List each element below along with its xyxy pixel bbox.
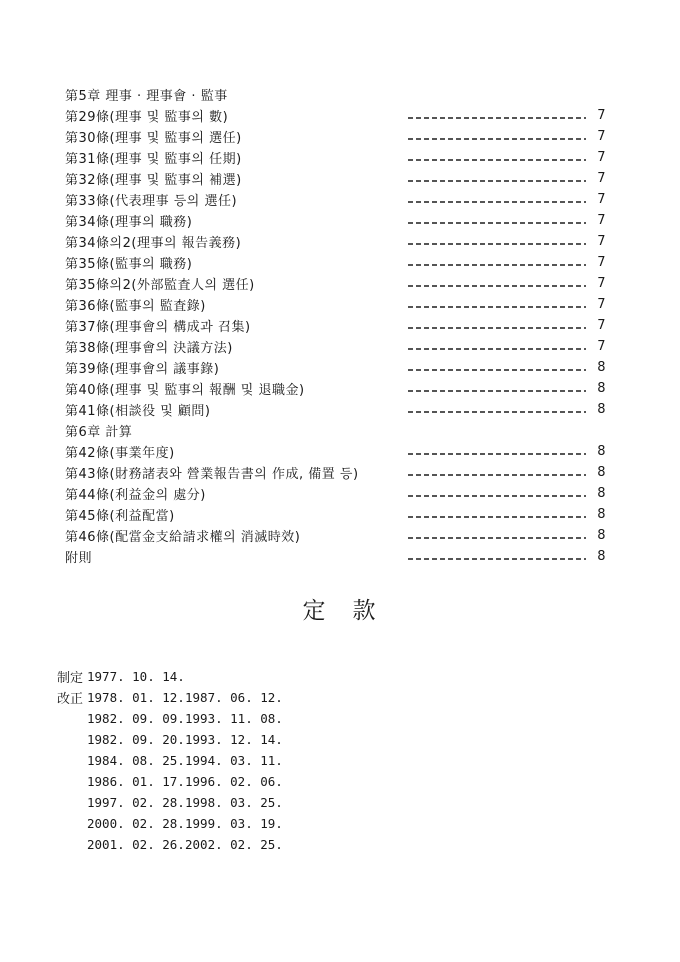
toc-page-number: 7 xyxy=(597,318,606,333)
revision-date-col1: 2001. 02. 26. xyxy=(87,837,185,852)
toc-entry-label: 第5章 理事 · 理事會 · 監事 xyxy=(65,89,228,104)
dash-leader-line xyxy=(408,201,586,203)
toc-chapter-heading xyxy=(65,420,606,441)
toc-page-number: 7 xyxy=(597,192,606,207)
revision-row xyxy=(57,813,283,834)
revision-history xyxy=(57,666,283,855)
toc-entry-label: 第6章 計算 xyxy=(65,425,133,440)
toc-page-number: 7 xyxy=(597,171,606,186)
toc-page-number: 8 xyxy=(597,465,606,480)
dash-leader-line xyxy=(408,411,586,413)
revision-date-col1: 1997. 02. 28. xyxy=(87,795,185,810)
revision-date-col1: 2000. 02. 28. xyxy=(87,816,185,831)
dash-leader-line xyxy=(408,159,586,161)
toc-entry-label: 第40條(理事 및 監事의 報酬 및 退職金) xyxy=(65,383,305,398)
table-of-contents xyxy=(65,84,606,567)
toc-entry xyxy=(65,126,606,147)
toc-entry xyxy=(65,504,606,525)
revision-row xyxy=(57,834,283,855)
toc-entry xyxy=(65,252,606,273)
dash-leader-line xyxy=(408,537,586,539)
toc-entry xyxy=(65,294,606,315)
toc-entry xyxy=(65,105,606,126)
toc-entry xyxy=(65,357,606,378)
toc-entry-label: 第46條(配當金支給請求權의 消滅時效) xyxy=(65,530,301,545)
revision-date-col2: 1987. 06. 12. xyxy=(185,690,283,705)
revision-date-col1: 1982. 09. 20. xyxy=(87,732,185,747)
dash-leader-line xyxy=(408,180,586,182)
toc-entry xyxy=(65,315,606,336)
toc-page-number: 7 xyxy=(597,129,606,144)
toc-page-number: 8 xyxy=(597,549,606,564)
revision-row xyxy=(57,771,283,792)
toc-entry-label: 第44條(利益金의 處分) xyxy=(65,488,206,503)
revision-date-col2: 1998. 03. 25. xyxy=(185,795,283,810)
revision-date-col1: 1984. 08. 25. xyxy=(87,753,185,768)
dash-leader-line xyxy=(408,306,586,308)
toc-entry-label: 附則 xyxy=(65,551,93,566)
revision-date-col2: 1994. 03. 11. xyxy=(185,753,283,768)
dash-leader-line xyxy=(408,327,586,329)
toc-chapter-heading xyxy=(65,84,606,105)
toc-entry-label: 第34條의2(理事의 報告義務) xyxy=(65,236,242,251)
toc-page-number: 8 xyxy=(597,360,606,375)
toc-entry-label: 第39條(理事會의 議事錄) xyxy=(65,362,220,377)
toc-entry xyxy=(65,441,606,462)
toc-entry xyxy=(65,399,606,420)
toc-entry-label: 第41條(相談役 및 顧問) xyxy=(65,404,211,419)
toc-entry-label: 第36條(監事의 監査錄) xyxy=(65,299,206,314)
revision-date-col2: 1996. 02. 06. xyxy=(185,774,283,789)
revision-row xyxy=(57,750,283,771)
toc-page-number: 8 xyxy=(597,444,606,459)
toc-entry xyxy=(65,378,606,399)
revision-row xyxy=(57,666,283,687)
revision-type-label: 改正 xyxy=(57,692,84,707)
toc-page-number: 7 xyxy=(597,213,606,228)
toc-entry xyxy=(65,189,606,210)
dash-leader-line xyxy=(408,243,586,245)
toc-page-number: 7 xyxy=(597,108,606,123)
dash-leader-line xyxy=(408,117,586,119)
toc-page-number: 7 xyxy=(597,234,606,249)
toc-page-number: 8 xyxy=(597,402,606,417)
toc-entry-label: 第45條(利益配當) xyxy=(65,509,175,524)
revision-row xyxy=(57,687,283,708)
revision-row xyxy=(57,708,283,729)
revision-date-col2: 1993. 11. 08. xyxy=(185,711,283,726)
toc-page-number: 7 xyxy=(597,255,606,270)
toc-entry xyxy=(65,525,606,546)
dash-leader-line xyxy=(408,390,586,392)
toc-entry xyxy=(65,336,606,357)
toc-entry xyxy=(65,273,606,294)
toc-entry-label: 第37條(理事會의 構成과 召集) xyxy=(65,320,251,335)
toc-entry-label: 第43條(財務諸表와 營業報告書의 作成, 備置 등) xyxy=(65,467,359,482)
dash-leader-line xyxy=(408,369,586,371)
dash-leader-line xyxy=(408,222,586,224)
toc-entry-label: 第35條(監事의 職務) xyxy=(65,257,193,272)
toc-entry-label: 第34條(理事의 職務) xyxy=(65,215,193,230)
toc-entry-label: 第29條(理事 및 監事의 數) xyxy=(65,110,229,125)
toc-entry xyxy=(65,546,606,567)
toc-entry xyxy=(65,462,606,483)
dash-leader-line xyxy=(408,516,586,518)
revision-date-col1: 1978. 01. 12. xyxy=(87,690,185,705)
dash-leader-line xyxy=(408,285,586,287)
revision-date-col2: 1999. 03. 19. xyxy=(185,816,283,831)
toc-page-number: 7 xyxy=(597,297,606,312)
toc-entry xyxy=(65,483,606,504)
toc-entry xyxy=(65,210,606,231)
toc-entry-label: 第42條(事業年度) xyxy=(65,446,175,461)
toc-page-number: 8 xyxy=(597,507,606,522)
toc-entry xyxy=(65,168,606,189)
toc-page-number: 8 xyxy=(597,486,606,501)
revision-type-label: 制定 xyxy=(57,671,84,686)
toc-entry-label: 第38條(理事會의 決議方法) xyxy=(65,341,233,356)
toc-entry xyxy=(65,147,606,168)
revision-date-col1: 1977. 10. 14. xyxy=(87,669,185,684)
dash-leader-line xyxy=(408,348,586,350)
dash-leader-line xyxy=(408,495,586,497)
revision-row xyxy=(57,792,283,813)
toc-entry-label: 第33條(代表理事 등의 選任) xyxy=(65,194,238,209)
dash-leader-line xyxy=(408,558,586,560)
dash-leader-line xyxy=(408,453,586,455)
toc-page-number: 8 xyxy=(597,528,606,543)
toc-page-number: 7 xyxy=(597,339,606,354)
toc-entry xyxy=(65,231,606,252)
revision-date-col2: 1993. 12. 14. xyxy=(185,732,283,747)
toc-entry-label: 第30條(理事 및 監事의 選任) xyxy=(65,131,242,146)
toc-entry-label: 第31條(理事 및 監事의 任期) xyxy=(65,152,242,167)
toc-entry-label: 第35條의2(外部監査人의 選任) xyxy=(65,278,255,293)
revision-row xyxy=(57,729,283,750)
dash-leader-line xyxy=(408,138,586,140)
dash-leader-line xyxy=(408,264,586,266)
toc-page-number: 7 xyxy=(597,276,606,291)
document-title: 定 款 xyxy=(302,598,378,624)
toc-entry-label: 第32條(理事 및 監事의 補選) xyxy=(65,173,242,188)
revision-date-col1: 1986. 01. 17. xyxy=(87,774,185,789)
toc-page-number: 8 xyxy=(597,381,606,396)
revision-date-col1: 1982. 09. 09. xyxy=(87,711,185,726)
toc-page-number: 7 xyxy=(597,150,606,165)
revision-date-col2: 2002. 02. 25. xyxy=(185,837,283,852)
dash-leader-line xyxy=(408,474,586,476)
